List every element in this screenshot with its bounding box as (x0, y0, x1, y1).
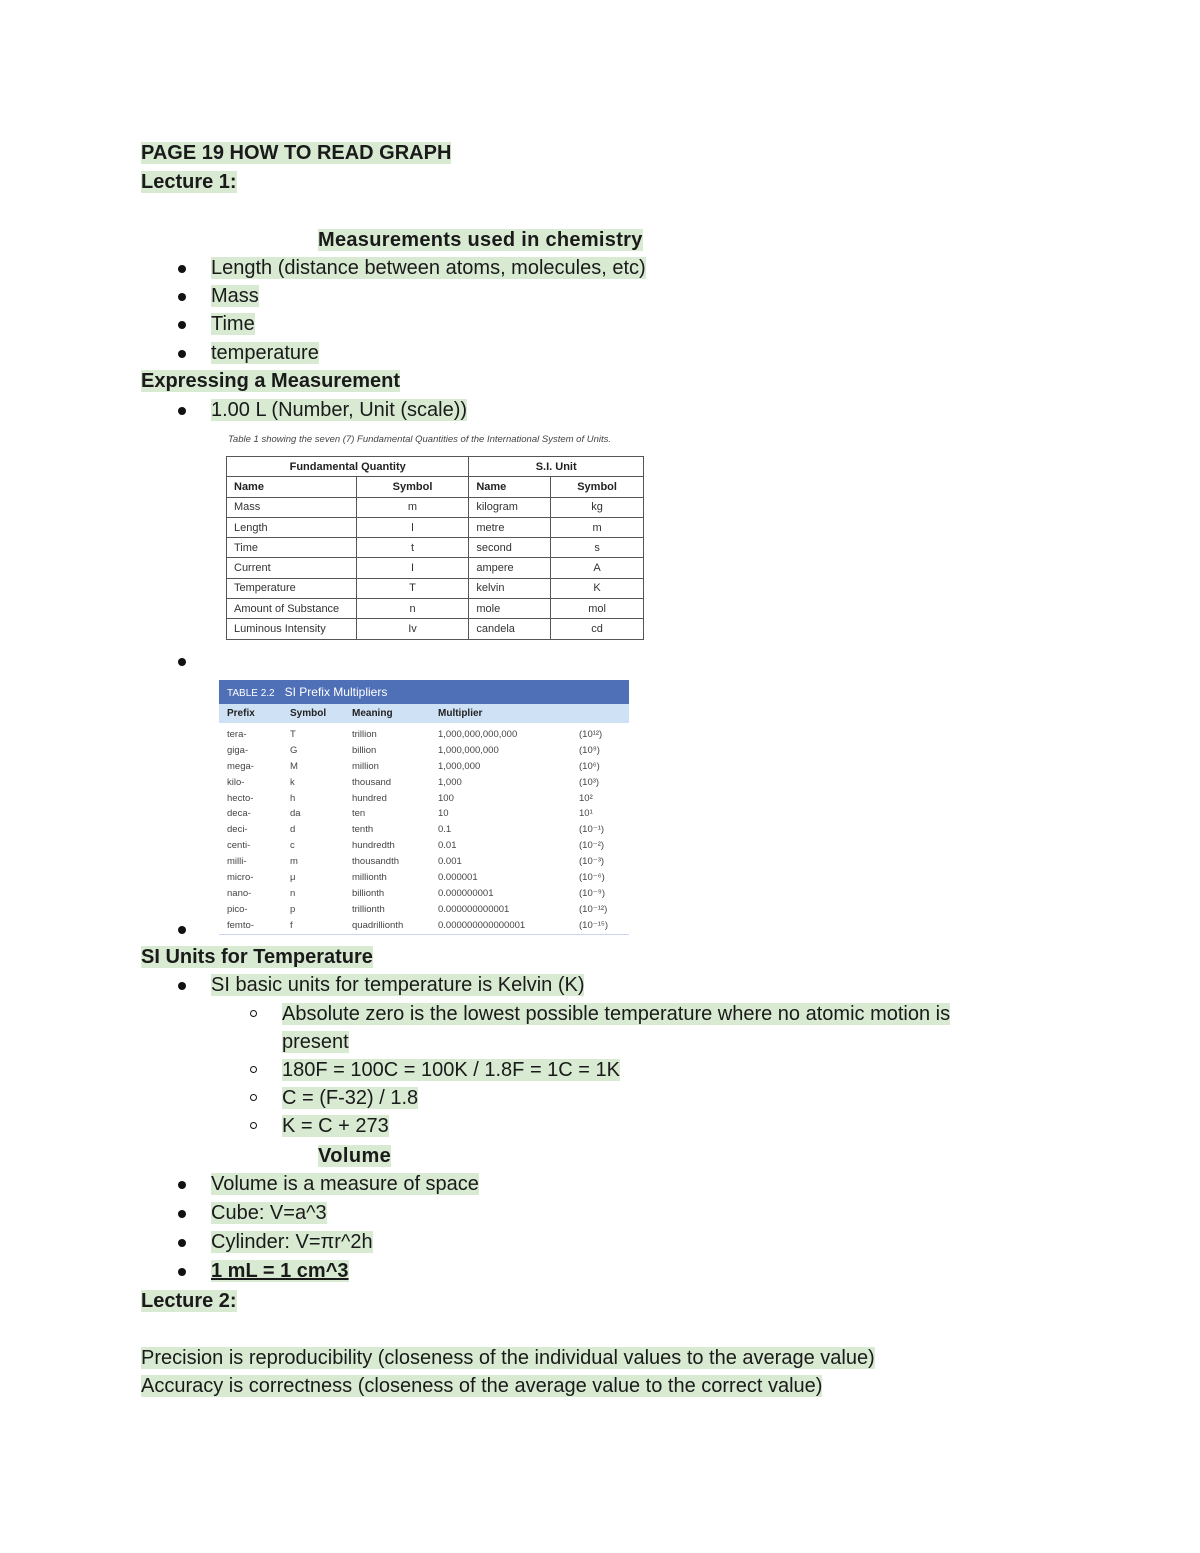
table-row (227, 538, 644, 558)
table-cell: femto- (227, 919, 254, 931)
table-cell: 0.000000000001 (438, 903, 510, 915)
table-cell: (10⁹) (579, 744, 600, 756)
table-cell: T (356, 578, 469, 598)
table-cell: (10⁻²) (579, 840, 605, 852)
volume-heading: Volume (318, 1145, 392, 1167)
table1-caption: Table 1 showing the seven (7) Fundamental Quantities of the International System of Units. (228, 434, 612, 445)
table-cell: deci- (227, 824, 248, 836)
table-cell: 0.000001 (438, 872, 478, 884)
table-cell: I (356, 558, 469, 578)
sub-list-item: K = C + 273 (282, 1115, 389, 1137)
column-header: Multiplier (438, 708, 483, 719)
bullet-icon (178, 1210, 186, 1218)
table-cell: metre (469, 517, 551, 537)
table-row (219, 775, 629, 791)
table2-number: TABLE 2.2 (227, 688, 275, 699)
column-header: Prefix (227, 708, 255, 719)
table-cell: quadrillionth (352, 919, 404, 931)
table-cell: thousand (352, 776, 392, 788)
sub-list-item-continued: present (282, 1031, 349, 1053)
column-header: Symbol (551, 477, 644, 497)
table-cell: 10¹ (579, 808, 593, 820)
bullet-icon (178, 1181, 186, 1189)
table-row (219, 759, 629, 775)
table-cell: billion (352, 744, 377, 756)
table-cell: ampere (469, 558, 551, 578)
table-cell: (10⁻⁹) (579, 887, 605, 899)
table-cell: hundred (352, 792, 387, 804)
bullet-icon (178, 926, 186, 934)
lecture-2-heading: Lecture 2: (141, 1290, 237, 1312)
table-cell: 0.1 (438, 824, 452, 836)
list-item: 1.00 L (Number, Unit (scale)) (211, 399, 468, 421)
accuracy-definition: Accuracy is correctness (closeness of the average value to the correct value) (141, 1375, 823, 1397)
bullet-icon (178, 265, 186, 273)
table-cell: billionth (352, 887, 385, 899)
table-row (219, 918, 629, 934)
table-cell: hundredth (352, 840, 395, 852)
table-cell: candela (469, 619, 551, 639)
table-cell: m (356, 497, 469, 517)
lecture-1-heading: Lecture 1: (141, 171, 237, 193)
table-cell: 0.000000001 (438, 887, 494, 899)
table-row (227, 578, 644, 598)
table-cell: deca- (227, 808, 251, 820)
table-cell: 0.001 (438, 856, 462, 868)
table-cell: 0.000000000000001 (438, 919, 526, 931)
column-header: Symbol (290, 708, 327, 719)
table-row (227, 599, 644, 619)
table-cell: h (290, 792, 296, 804)
table-cell: second (469, 538, 551, 558)
list-item: Cube: V=a^3 (211, 1202, 327, 1224)
table-cell: Amount of Substance (227, 599, 357, 619)
table-row (219, 902, 629, 918)
table-cell: 1,000 (438, 776, 462, 788)
table-cell: Time (227, 538, 357, 558)
table-cell: micro- (227, 872, 254, 884)
table-cell: Mass (227, 497, 357, 517)
table-row (219, 822, 629, 838)
temperature-heading: SI Units for Temperature (141, 946, 373, 968)
table-cell: tenth (352, 824, 374, 836)
bullet-icon (178, 407, 186, 415)
hollow-bullet-icon (250, 1122, 257, 1129)
bullet-icon (178, 350, 186, 358)
table-cell: kg (551, 497, 644, 517)
table-row (219, 806, 629, 822)
table2-title-bar (219, 680, 629, 704)
table-cell: l (356, 517, 469, 537)
table-group-header: Fundamental Quantity (227, 457, 469, 477)
table-cell: mega- (227, 760, 254, 772)
table-cell: (10⁻¹²) (579, 903, 608, 915)
table-cell: nano- (227, 887, 252, 899)
sub-list-item: 180F = 100C = 100K / 1.8F = 1C = 1K (282, 1059, 620, 1081)
table-cell: (10⁶) (579, 760, 600, 772)
table-cell: ten (352, 808, 366, 820)
table-cell: pico- (227, 903, 248, 915)
table-cell: T (290, 729, 296, 740)
hollow-bullet-icon (250, 1010, 257, 1017)
table-row (219, 727, 629, 743)
table-group-header: S.I. Unit (469, 457, 644, 477)
table-cell: 1,000,000,000,000 (438, 729, 518, 740)
table-cell: M (290, 760, 298, 772)
table-cell: giga- (227, 744, 249, 756)
table-cell: tera- (227, 729, 247, 740)
table-cell: d (290, 824, 296, 836)
table-cell: Length (227, 517, 357, 537)
table-cell: millionth (352, 872, 387, 884)
list-item: SI basic units for temperature is Kelvin (K) (211, 974, 585, 996)
table-row (219, 743, 629, 759)
table-cell: (10⁻³) (579, 856, 605, 868)
table-row (219, 854, 629, 870)
list-item: Length (distance between atoms, molecules, etc) (211, 257, 646, 279)
table-cell: hecto- (227, 792, 254, 804)
table-row (219, 886, 629, 902)
table-cell: kilo- (227, 776, 245, 788)
table-cell: s (551, 538, 644, 558)
fundamental-quantities-table (226, 456, 644, 640)
sub-list-item: C = (F-32) / 1.8 (282, 1087, 419, 1109)
table-cell: da (290, 808, 301, 820)
table-cell: thousandth (352, 856, 400, 868)
sub-list-item: Absolute zero is the lowest possible temperature where no atomic motion is (282, 1003, 951, 1025)
table-cell: μ (290, 872, 296, 884)
table-row (219, 838, 629, 854)
table-cell: mol (551, 599, 644, 619)
table-cell: m (551, 517, 644, 537)
column-header: Name (469, 477, 551, 497)
list-item: Volume is a measure of space (211, 1173, 479, 1195)
bullet-icon (178, 293, 186, 301)
hollow-bullet-icon (250, 1094, 257, 1101)
table-cell: n (356, 599, 469, 619)
table-cell: (10⁻¹⁵) (579, 919, 609, 931)
table-cell: 10 (438, 808, 449, 820)
table-row (227, 558, 644, 578)
table-row (227, 517, 644, 537)
table2-title: SI Prefix Multipliers (284, 685, 388, 699)
table2-body (219, 723, 629, 934)
table-cell: Iv (356, 619, 469, 639)
table-cell: A (551, 558, 644, 578)
table-cell: 1,000,000 (438, 760, 481, 772)
table-cell: (10³) (579, 776, 600, 788)
hollow-bullet-icon (250, 1066, 257, 1073)
table-cell: cd (551, 619, 644, 639)
table2-header-row (219, 704, 629, 723)
list-item: Time (211, 313, 255, 335)
table-cell: (10⁻¹) (579, 824, 605, 836)
expressing-heading: Expressing a Measurement (141, 370, 400, 392)
list-item-emphasis: 1 mL = 1 cm^3 (211, 1260, 349, 1282)
table-cell: 1,000,000,000 (438, 744, 499, 756)
table-cell: K (551, 578, 644, 598)
table-row (219, 870, 629, 886)
column-header: Meaning (352, 708, 393, 719)
table-row (227, 619, 644, 639)
bullet-icon (178, 321, 186, 329)
table-cell: trillion (352, 729, 377, 740)
table-cell: f (290, 919, 293, 931)
table-cell: 0.01 (438, 840, 457, 852)
table-cell: k (290, 776, 295, 788)
precision-definition: Precision is reproducibility (closeness of the individual values to the average value) (141, 1347, 875, 1369)
bullet-icon (178, 658, 186, 666)
table-cell: m (290, 856, 298, 868)
measurements-heading: Measurements used in chemistry (318, 229, 643, 251)
table-cell: c (290, 840, 295, 852)
table-cell: t (356, 538, 469, 558)
table-cell: (10¹²) (579, 729, 603, 740)
list-item: Mass (211, 285, 259, 307)
table-cell: trillionth (352, 903, 385, 915)
table-cell: milli- (227, 856, 247, 868)
table-cell: G (290, 744, 298, 756)
table-row (227, 497, 644, 517)
bullet-icon (178, 1268, 186, 1276)
table-cell: Current (227, 558, 357, 578)
list-item: Cylinder: V=πr^2h (211, 1231, 373, 1253)
table-cell: mole (469, 599, 551, 619)
table-cell: centi- (227, 840, 251, 852)
column-header: Symbol (356, 477, 469, 497)
list-item: temperature (211, 342, 319, 364)
column-header: Name (227, 477, 357, 497)
table-cell: Luminous Intensity (227, 619, 357, 639)
page-title: PAGE 19 HOW TO READ GRAPH (141, 142, 452, 164)
table-cell: (10⁻⁶) (579, 872, 605, 884)
si-prefix-table (219, 680, 629, 935)
table-cell: Temperature (227, 578, 357, 598)
table-cell: 100 (438, 792, 454, 804)
bullet-icon (178, 982, 186, 990)
table-row (219, 791, 629, 807)
table-cell: million (352, 760, 379, 772)
table-cell: kilogram (469, 497, 551, 517)
table-cell: p (290, 903, 296, 915)
table-cell: n (290, 887, 296, 899)
bullet-icon (178, 1239, 186, 1247)
table-cell: 10² (579, 792, 593, 804)
table-cell: kelvin (469, 578, 551, 598)
